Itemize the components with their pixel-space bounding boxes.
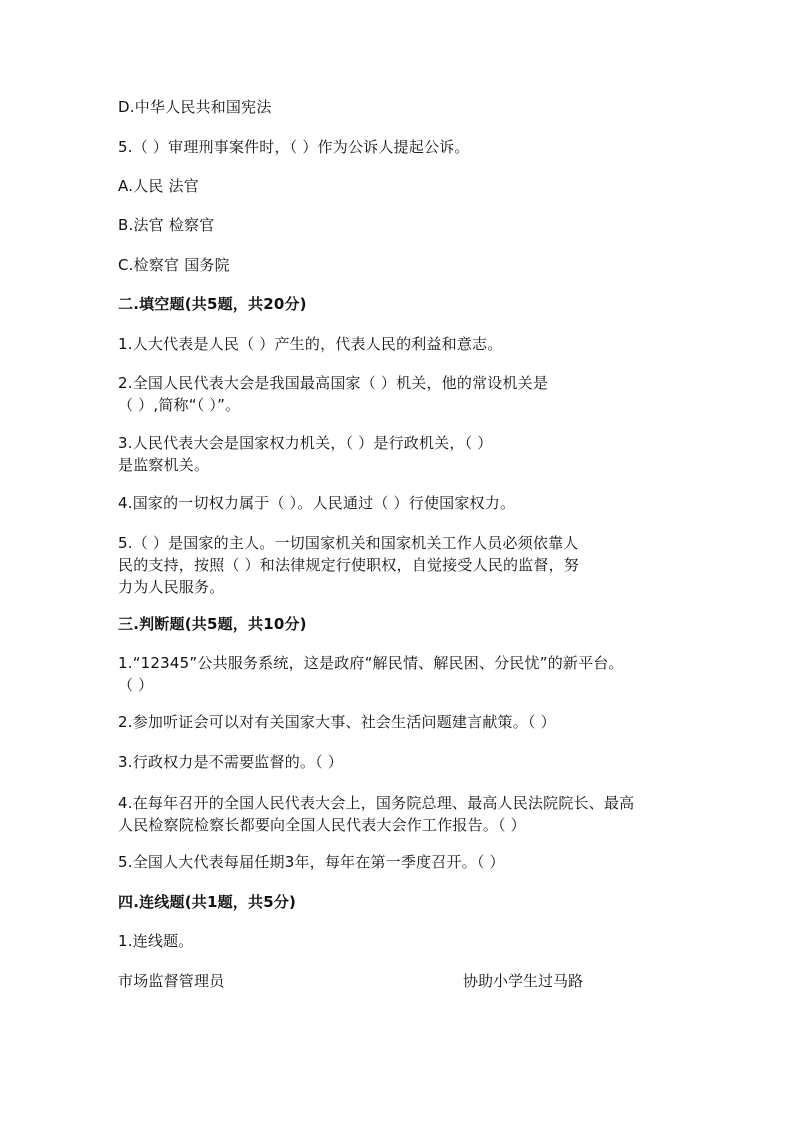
section-4-heading: 四.连线题(共1题，共5分) (118, 893, 297, 911)
fill-q2-line2: （ ）,简称“（ ）”。 (118, 396, 241, 414)
match-right-item-1: 协助小学生过马路 (463, 972, 584, 990)
section-3-heading: 三.判断题(共5题，共10分) (118, 615, 307, 633)
fill-q5-line3: 力为人民服务。 (118, 578, 225, 596)
q5-option-c: C.检察官 国务院 (118, 256, 230, 274)
fill-q5-line1: 5.（ ）是国家的主人。一切国家机关和国家机关工作人员必须依靠人 (118, 534, 579, 552)
fill-q1: 1.人大代表是人民（ ）产生的，代表人民的利益和意志。 (118, 335, 503, 353)
fill-q2-line1: 2.全国人民代表大会是我国最高国家（ ）机关，他的常设机关是 (118, 374, 549, 392)
judge-q4-line2: 人民检察院检察长都要向全国人民代表大会作工作报告。（ ） (118, 816, 526, 834)
judge-q4-line1: 4.在每年召开的全国人民代表大会上，国务院总理、最高人民法院院长、最高 (118, 794, 635, 812)
match-q1: 1.连线题。 (118, 932, 194, 950)
fill-q3-line1: 3.人民代表大会是国家权力机关，（ ）是行政机关，（ ） (118, 434, 493, 452)
judge-q1-line1: 1.“12345”公共服务系统，这是政府“解民情、解民困、分民忧”的新平台。 (118, 654, 624, 672)
fill-q3-line2: 是监察机关。 (118, 456, 210, 474)
q5-stem: 5.（ ）审理刑事案件时，（ ）作为公诉人提起公诉。 (118, 138, 470, 156)
q4-option-d: D.中华人民共和国宪法 (118, 98, 272, 116)
q5-option-a: A.人民 法官 (118, 177, 199, 195)
judge-q1-line2: （ ） (118, 676, 154, 694)
judge-q3: 3.行政权力是不需要监督的。（ ） (118, 753, 343, 771)
fill-q4: 4.国家的一切权力属于（ ）。人民通过（ ）行使国家权力。 (118, 494, 516, 512)
match-left-item-1: 市场监督管理员 (118, 972, 225, 990)
section-2-heading: 二.填空题(共5题，共20分) (118, 295, 307, 313)
fill-q5-line2: 民的支持，按照（ ）和法律规定行使职权，自觉接受人民的监督，努 (118, 556, 579, 574)
judge-q5: 5.全国人大代表每届任期3年，每年在第一季度召开。（ ） (118, 853, 505, 871)
q5-option-b: B.法官 检察官 (118, 216, 215, 234)
judge-q2: 2.参加听证会可以对有关国家大事、社会生活问题建言献策。（ ） (118, 713, 556, 731)
